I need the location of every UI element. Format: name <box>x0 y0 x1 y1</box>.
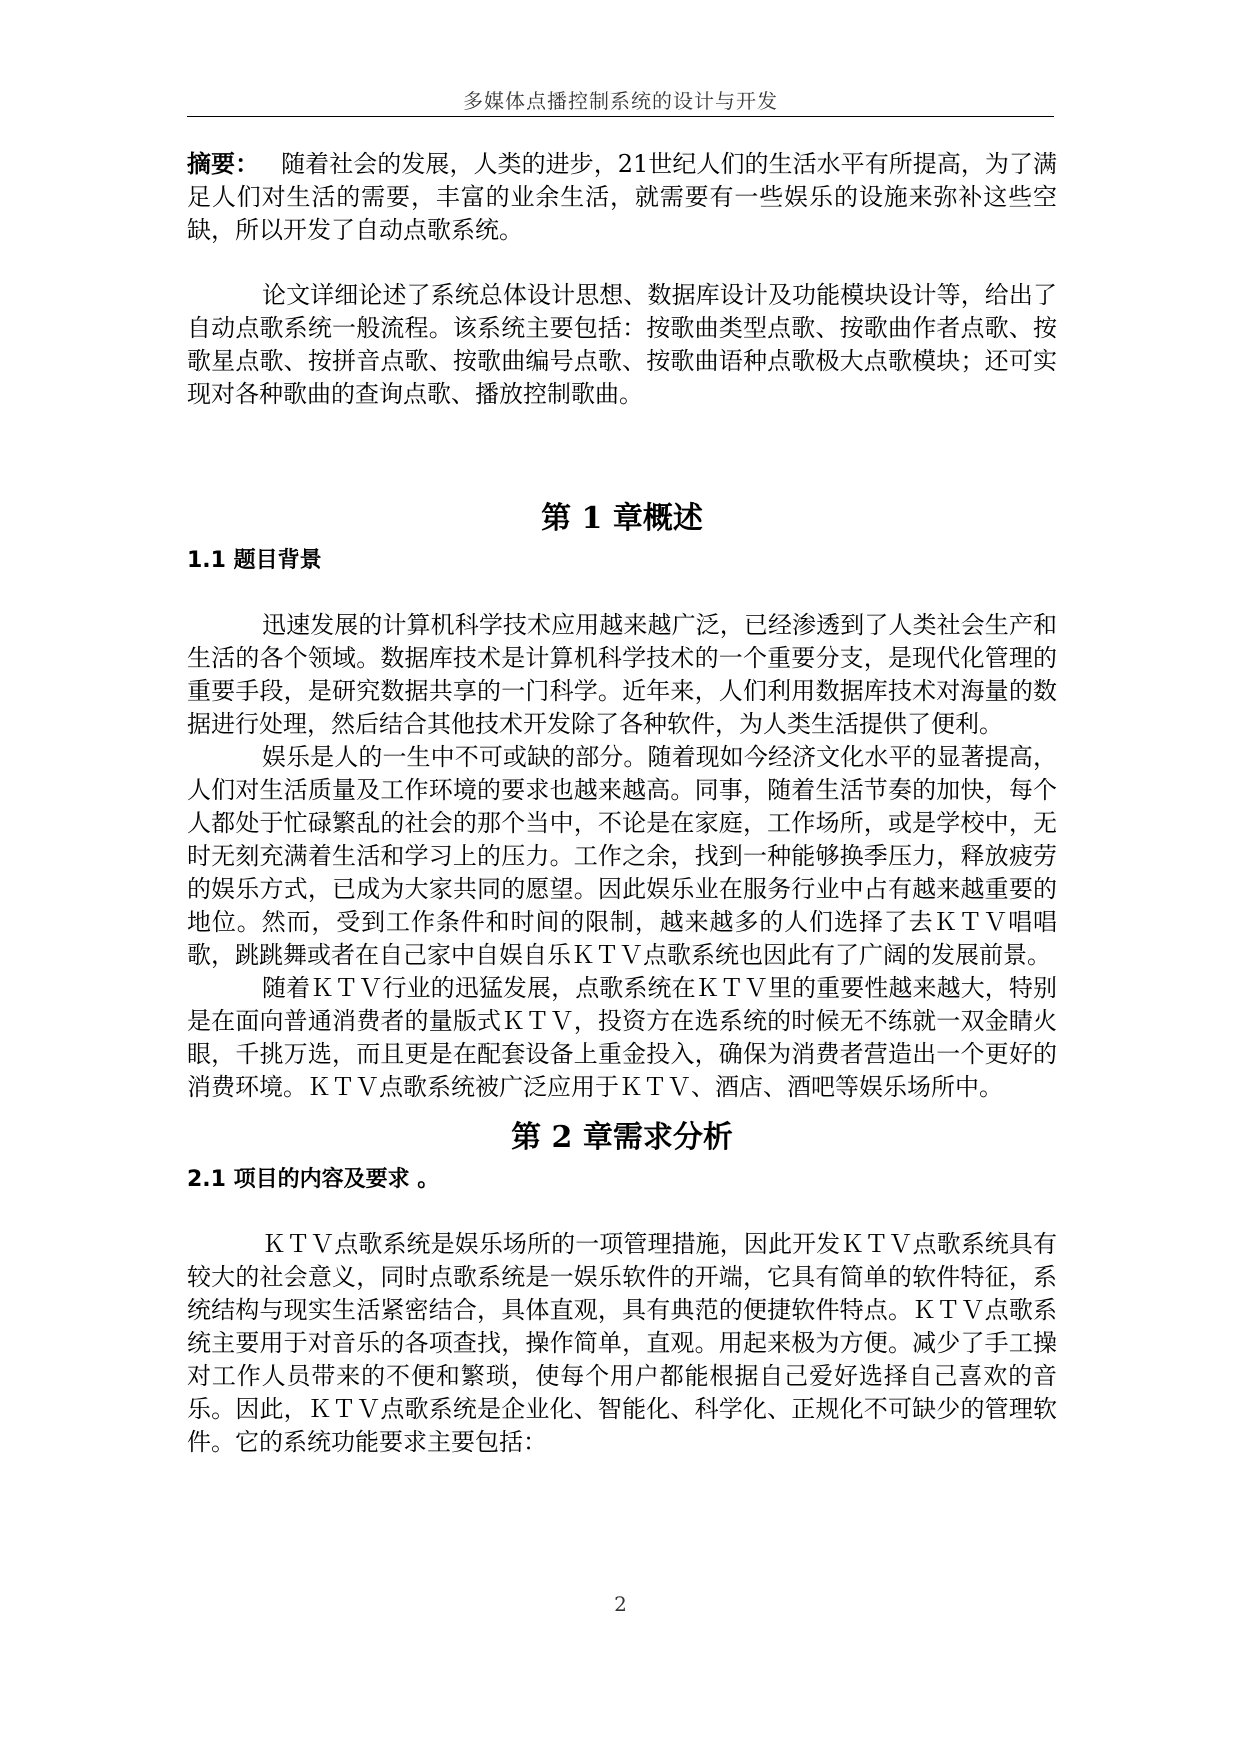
abstract-paragraph-2: 论文详细论述了系统总体设计思想、数据库设计及功能模块设计等，给出了自动点歌系统一般流程。该系统主要包括：按歌曲类型点歌、按歌曲作者点歌、按歌星点歌、按拼音点歌、按歌曲编号点歌、按歌曲语种点歌极大点歌模块；还可实现对各种歌曲的查询点歌、播放控制歌曲。 <box>187 281 1057 408</box>
header-rule <box>187 116 1054 117</box>
chapter-1-title: 第 1 章概述 <box>541 501 703 536</box>
section-2-1-title: 2.1 项目的内容及要求 。 <box>187 1167 440 1192</box>
page-content <box>187 147 1057 1459</box>
chapter-1-paragraph: 迅速发展的计算机科学技术应用越来越广泛，已经渗透到了人类社会生产和生活的各个领域。数据库技术是计算机科学技术的一个重要分支，是现代化管理的重要手段，是研究数据共享的一门科学。近年来，人们利用数据库技术对海量的数据进行处理，然后结合其他技术开发除了各种软件，为人类生活提供了便利。 <box>187 611 1057 738</box>
chapter-2-title: 第 2 章需求分析 <box>511 1120 733 1155</box>
chapter-1-paragraph: 娱乐是人的一生中不可或缺的部分。随着现如今经济文化水平的显著提高，人们对生活质量及工作环境的要求也越来越高。同事，随着生活节奏的加快，每个人都处于忙碌繁乱的社会的那个当中，不论是在家庭，工作场所，或是学校中，无时无刻充满着生活和学习上的压力。工作之余，找到一种能够换季压力，释放疲劳的娱乐方式，已成为大家共同的愿望。因此娱乐业在服务行业中占有越来越重要的地位。然而，受到工作条件和时间的限制，越来越多的人们选择了去ＫＴＶ唱唱歌，跳跳舞或者在自己家中自娱自乐ＫＴＶ点歌系统也因此有了广阔的发展前景。 <box>187 743 1057 969</box>
abstract-label: 摘要： <box>187 149 260 178</box>
abstract-paragraph <box>187 147 1057 247</box>
abstract-text: 随着社会的发展，人类的进步，21世纪人们的生活水平有所提高，为了满足人们对生活的需要，丰富的业余生活，就需要有一些娱乐的设施来弥补这些空缺，所以开发了自动点歌系统。 <box>187 150 1058 244</box>
page-number: 2 <box>614 1592 627 1616</box>
chapter-1-paragraph: 随着ＫＴＶ行业的迅猛发展，点歌系统在ＫＴＶ里的重要性越来越大，特别是在面向普通消费者的量版式ＫＴＶ，投资方在选系统的时候无不练就一双金睛火眼，千挑万选，而且更是在配套设备上重金投入，确保为消费者营造出一个更好的消费环境。ＫＴＶ点歌系统被广泛应用于ＫＴＶ、酒店、酒吧等娱乐场所中。 <box>187 974 1057 1101</box>
running-header: 多媒体点播控制系统的设计与开发 <box>463 89 778 113</box>
section-1-1-title: 1.1 题目背景 <box>187 548 322 573</box>
chapter-2-paragraph: ＫＴＶ点歌系统是娱乐场所的一项管理措施，因此开发ＫＴＶ点歌系统具有较大的社会意义，同时点歌系统是一娱乐软件的开端，它具有简单的软件特征，系统结构与现实生活紧密结合，具体直观，具有典范的便捷软件特点。ＫＴＶ点歌系统主要用于对音乐的各项查找，操作简单，直观。用起来极为方便。减少了手工操对工作人员带来的不便和繁琐，使每个用户都能根据自己爱好选择自己喜欢的音乐。因此，ＫＴＶ点歌系统是企业化、智能化、科学化、正规化不可缺少的管理软件。它的系统功能要求主要包括： <box>187 1230 1057 1456</box>
